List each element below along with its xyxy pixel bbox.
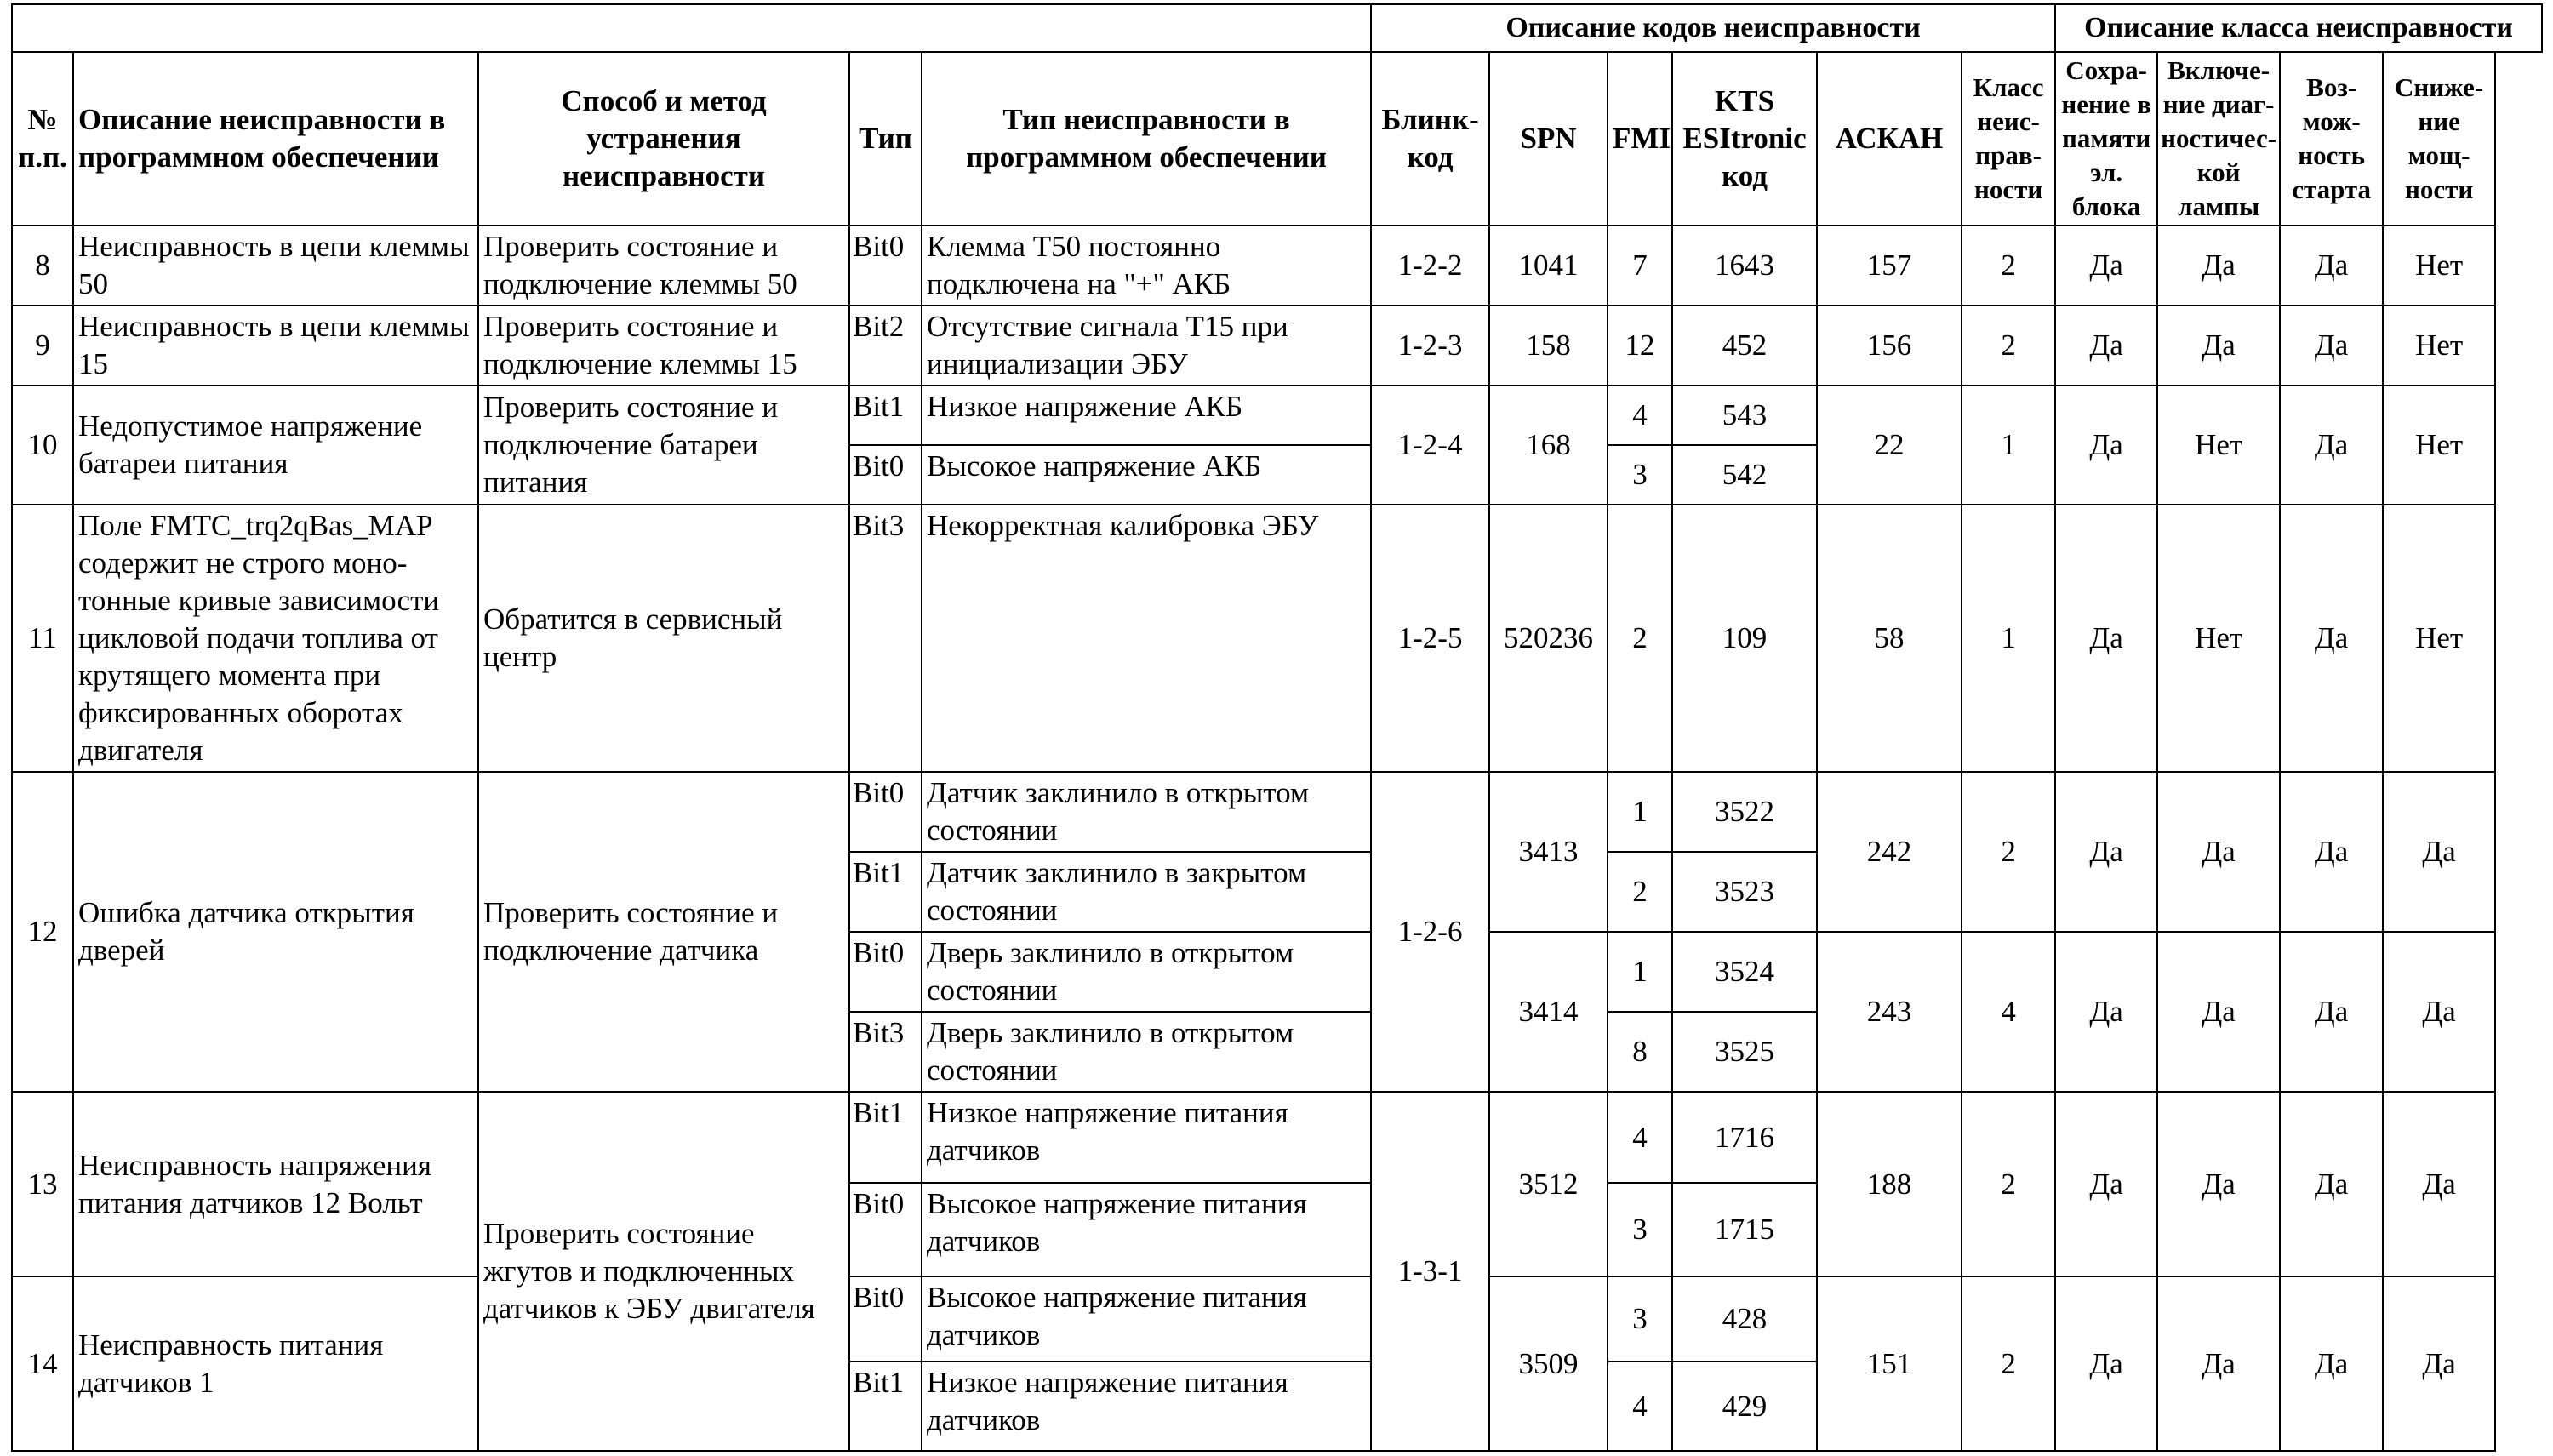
cell-num: 11 — [12, 505, 73, 772]
cell-kts: 543 — [1672, 385, 1817, 445]
cell-fmi: 4 — [1608, 1362, 1672, 1451]
cell-fmi: 12 — [1608, 305, 1672, 385]
cell-kts: 109 — [1672, 505, 1817, 772]
cell-type: Bit2 — [849, 305, 922, 385]
cell-spn: 168 — [1489, 385, 1608, 505]
cell-blink: 1-2-2 — [1371, 226, 1489, 305]
cell-fmi: 8 — [1608, 1012, 1672, 1092]
cell-num: 14 — [12, 1276, 73, 1451]
cell-type: Bit1 — [849, 852, 922, 932]
cell-saving: Да — [2055, 1092, 2157, 1276]
cell-fmi: 4 — [1608, 1092, 1672, 1183]
cell-num: 12 — [12, 772, 73, 1092]
cell-kts: 3523 — [1672, 852, 1817, 932]
cell-method: Проверить состояние и подключение клеммы 15 — [478, 305, 849, 385]
cell-type: Bit1 — [849, 385, 922, 445]
cell-start: Да — [2280, 305, 2383, 385]
cell-fault-type: Высокое напряжение питания датчиков — [922, 1276, 1371, 1362]
cell-lamp: Нет — [2157, 385, 2280, 505]
cell-askan: 156 — [1817, 305, 1962, 385]
cell-saving: Да — [2055, 932, 2157, 1092]
cell-kts: 1715 — [1672, 1183, 1817, 1276]
cell-kts: 3522 — [1672, 772, 1817, 852]
cell-method: Обратится в сервисный центр — [478, 505, 849, 772]
cell-fmi: 3 — [1608, 1276, 1672, 1362]
cell-method: Проверить состояние жгутов и подключенных датчиков к ЭБУ двигателя — [478, 1092, 849, 1451]
cell-fault-type: Дверь заклинило в открытом состоянии — [922, 932, 1371, 1012]
header-askan: АСКАН — [1817, 52, 1962, 226]
table-row — [12, 772, 2542, 852]
table-header — [12, 4, 2542, 226]
cell-num: 9 — [12, 305, 73, 385]
header-kts: KTS ESItronic код — [1672, 52, 1817, 226]
cell-fault-type: Некорректная калибровка ЭБУ — [922, 505, 1371, 772]
cell-fault-class: 1 — [1962, 505, 2055, 772]
cell-fault-type: Дверь заклинило в открытом состоянии — [922, 1012, 1371, 1092]
table-row — [12, 505, 2542, 772]
header-saving: Сохра-нение в памяти эл. блока — [2055, 52, 2157, 226]
header-method: Способ и метод устранения неисправности — [478, 52, 849, 226]
cell-num: 13 — [12, 1092, 73, 1276]
cell-askan: 188 — [1817, 1092, 1962, 1276]
cell-fault-class: 2 — [1962, 772, 2055, 932]
cell-fault-class: 2 — [1962, 1276, 2055, 1451]
cell-start: Да — [2280, 385, 2383, 505]
cell-saving: Да — [2055, 226, 2157, 305]
cell-power: Да — [2383, 1092, 2495, 1276]
cell-power: Нет — [2383, 305, 2495, 385]
cell-type: Bit0 — [849, 932, 922, 1012]
cell-type: Bit1 — [849, 1092, 922, 1183]
cell-askan: 243 — [1817, 932, 1962, 1092]
cell-fmi: 2 — [1608, 505, 1672, 772]
cell-start: Да — [2280, 505, 2383, 772]
cell-fault-class: 4 — [1962, 932, 2055, 1092]
cell-fault-type: Датчик заклинило в закрытом состоянии — [922, 852, 1371, 932]
cell-desc: Неисправность питания датчиков 1 — [73, 1276, 478, 1451]
cell-spn: 1041 — [1489, 226, 1608, 305]
header-fault-class: Класс неис-прав-ности — [1962, 52, 2055, 226]
cell-desc: Поле FMTC_trq2qBas_MAP содержит не строго моно-тонные кривые зависимости цикловой подачи топлива от крутящего момента при фиксированных оборотах двигателя — [73, 505, 478, 772]
cell-power: Нет — [2383, 226, 2495, 305]
cell-saving: Да — [2055, 505, 2157, 772]
cell-kts: 3524 — [1672, 932, 1817, 1012]
cell-fault-type: Датчик заклинило в открытом состоянии — [922, 772, 1371, 852]
cell-blink: 1-2-3 — [1371, 305, 1489, 385]
cell-type: Bit1 — [849, 1362, 922, 1451]
cell-desc: Недопустимое напряжение батареи питания — [73, 385, 478, 505]
cell-kts: 542 — [1672, 445, 1817, 505]
cell-fault-type: Низкое напряжение АКБ — [922, 385, 1371, 445]
table-row — [12, 1276, 2542, 1362]
cell-fmi: 4 — [1608, 385, 1672, 445]
fault-codes-table — [11, 3, 2543, 1452]
cell-start: Да — [2280, 1276, 2383, 1451]
cell-fmi: 3 — [1608, 1183, 1672, 1276]
header-group-class: Описание класса неисправности — [2055, 4, 2542, 52]
cell-saving: Да — [2055, 772, 2157, 932]
cell-type: Bit3 — [849, 1012, 922, 1092]
cell-kts: 428 — [1672, 1276, 1817, 1362]
cell-lamp: Да — [2157, 1276, 2280, 1451]
header-power: Сниже-ние мощ-ности — [2383, 52, 2495, 226]
cell-type: Bit0 — [849, 1183, 922, 1276]
cell-fault-class: 2 — [1962, 305, 2055, 385]
cell-spn: 3413 — [1489, 772, 1608, 932]
cell-desc: Неисправность напряжения питания датчиков 12 Вольт — [73, 1092, 478, 1276]
cell-fmi: 3 — [1608, 445, 1672, 505]
cell-type: Bit0 — [849, 1276, 922, 1362]
header-num: № п.п. — [12, 52, 73, 226]
cell-kts: 1716 — [1672, 1092, 1817, 1183]
cell-start: Да — [2280, 772, 2383, 932]
cell-spn: 3414 — [1489, 932, 1608, 1092]
header-lamp: Включе-ние диаг-ностичес-кой лампы — [2157, 52, 2280, 226]
cell-blink: 1-2-6 — [1371, 772, 1489, 1092]
cell-askan: 157 — [1817, 226, 1962, 305]
cell-fmi: 7 — [1608, 226, 1672, 305]
cell-lamp: Да — [2157, 1092, 2280, 1276]
cell-blink: 1-2-4 — [1371, 385, 1489, 505]
cell-fmi: 2 — [1608, 852, 1672, 932]
cell-lamp: Нет — [2157, 505, 2280, 772]
table-row — [12, 226, 2542, 305]
cell-type: Bit0 — [849, 226, 922, 305]
cell-spn: 520236 — [1489, 505, 1608, 772]
cell-lamp: Да — [2157, 305, 2280, 385]
cell-fault-type: Высокое напряжение АКБ — [922, 445, 1371, 505]
cell-start: Да — [2280, 226, 2383, 305]
cell-fault-class: 2 — [1962, 226, 2055, 305]
cell-start: Да — [2280, 1092, 2383, 1276]
header-blank — [12, 4, 1371, 52]
cell-kts: 452 — [1672, 305, 1817, 385]
header-fmi: FMI — [1608, 52, 1672, 226]
cell-saving: Да — [2055, 305, 2157, 385]
cell-fault-type: Клемма T50 постоянно подключена на "+" АКБ — [922, 226, 1371, 305]
cell-spn: 158 — [1489, 305, 1608, 385]
cell-kts: 429 — [1672, 1362, 1817, 1451]
cell-type: Bit3 — [849, 505, 922, 772]
cell-type: Bit0 — [849, 445, 922, 505]
header-blink: Блинк-код — [1371, 52, 1489, 226]
cell-blink: 1-3-1 — [1371, 1092, 1489, 1451]
cell-fault-type: Низкое напряжение питания датчиков — [922, 1092, 1371, 1183]
header-start: Воз-мож-ность старта — [2280, 52, 2383, 226]
cell-saving: Да — [2055, 1276, 2157, 1451]
cell-fault-type: Отсутствие сигнала Т15 при инициализации ЭБУ — [922, 305, 1371, 385]
cell-power: Нет — [2383, 385, 2495, 505]
header-type: Тип — [849, 52, 922, 226]
table-row — [12, 305, 2542, 385]
table-row — [12, 385, 2542, 445]
cell-power: Да — [2383, 932, 2495, 1092]
cell-type: Bit0 — [849, 772, 922, 852]
cell-blink: 1-2-5 — [1371, 505, 1489, 772]
cell-desc: Неисправность в цепи клеммы 15 — [73, 305, 478, 385]
cell-fmi: 1 — [1608, 932, 1672, 1012]
cell-askan: 58 — [1817, 505, 1962, 772]
cell-method: Проверить состояние и подключение батареи питания — [478, 385, 849, 505]
cell-method: Проверить состояние и подключение датчика — [478, 772, 849, 1092]
header-group-codes: Описание кодов неисправности — [1371, 4, 2055, 52]
cell-spn: 3509 — [1489, 1276, 1608, 1451]
header-fault-type: Тип неисправности в программном обеспечении — [922, 52, 1371, 226]
cell-desc: Неисправность в цепи клеммы 50 — [73, 226, 478, 305]
cell-num: 8 — [12, 226, 73, 305]
cell-kts: 1643 — [1672, 226, 1817, 305]
cell-fault-class: 1 — [1962, 385, 2055, 505]
cell-askan: 22 — [1817, 385, 1962, 505]
cell-power: Нет — [2383, 505, 2495, 772]
header-desc: Описание неисправности в программном обеспечении — [73, 52, 478, 226]
cell-lamp: Да — [2157, 226, 2280, 305]
cell-fault-class: 2 — [1962, 1092, 2055, 1276]
cell-askan: 151 — [1817, 1276, 1962, 1451]
cell-power: Да — [2383, 772, 2495, 932]
cell-kts: 3525 — [1672, 1012, 1817, 1092]
cell-fault-type: Высокое напряжение питания датчиков — [922, 1183, 1371, 1276]
cell-saving: Да — [2055, 385, 2157, 505]
cell-num: 10 — [12, 385, 73, 505]
cell-lamp: Да — [2157, 772, 2280, 932]
cell-askan: 242 — [1817, 772, 1962, 932]
cell-fmi: 1 — [1608, 772, 1672, 852]
cell-start: Да — [2280, 932, 2383, 1092]
cell-spn: 3512 — [1489, 1092, 1608, 1276]
cell-lamp: Да — [2157, 932, 2280, 1092]
header-spn: SPN — [1489, 52, 1608, 226]
cell-desc: Ошибка датчика открытия дверей — [73, 772, 478, 1092]
table-row — [12, 1092, 2542, 1183]
cell-fault-type: Низкое напряжение питания датчиков — [922, 1362, 1371, 1451]
cell-method: Проверить состояние и подключение клеммы 50 — [478, 226, 849, 305]
cell-power: Да — [2383, 1276, 2495, 1451]
